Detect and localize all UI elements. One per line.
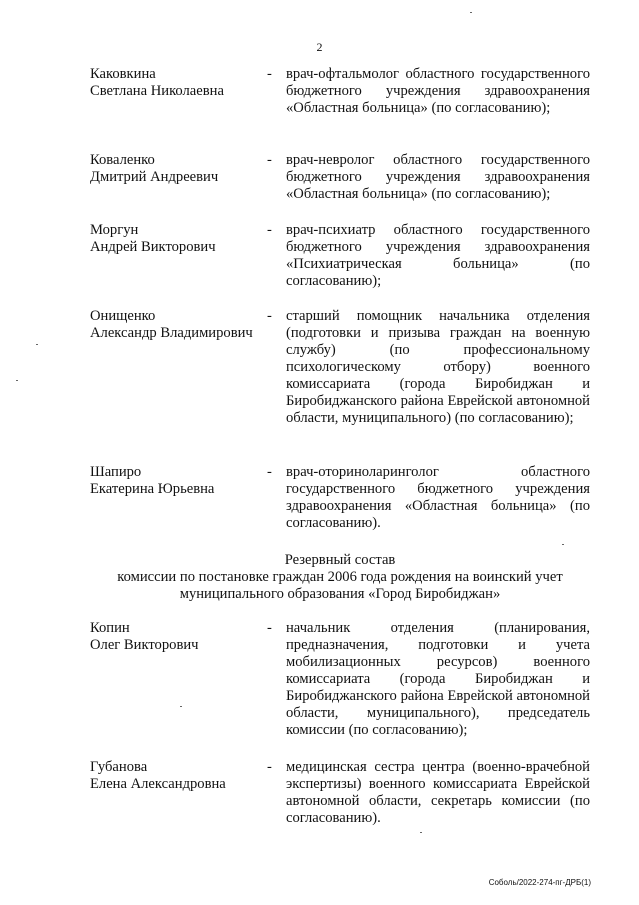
member-given-names: Екатерина Юрьевна [90,481,215,497]
member-surname: Каковкина [90,66,156,82]
scan-speck [180,706,182,707]
member-role: медицинская сестра центра (военно-врачебной экспертизы) военного комиссариата Еврейской автономной области, секретарь комиссии (по согласованию). [286,759,590,826]
member-name [90,152,270,186]
member-surname: Губанова [90,759,148,775]
dash-separator: - [267,152,272,168]
page-number: 2 [316,40,323,54]
dash-separator: - [267,222,272,238]
scan-speck [36,344,38,345]
member-surname: Коваленко [90,152,155,168]
member-role: врач-психиатр областного государственного бюджетного учреждения здравоохранения «Психиатрическая больница» (по согласованию); [286,222,590,289]
member-role: старший помощник начальника отделения (подготовки и призыва граждан на военную службу) (по профессиональному психологическому отбору) военного комиссариата (города Биробиджан и Биробиджанского района Еврейской автономной области, муниципального) (по согласованию); [286,308,590,426]
member-given-names: Александр Владимирович [90,325,253,341]
dash-separator: - [267,66,272,82]
member-name [90,620,270,654]
member-name [90,759,270,793]
dash-separator: - [267,759,272,775]
dash-separator: - [267,464,272,480]
scan-speck [16,380,18,381]
member-role: начальник отделения (планирования, предназначения, подготовки и учета мобилизационных ресурсов) военного комиссариата (города Биробиджан и Биробиджанского района Еврейской автономной области, муниципального), председатель комиссии (по согласованию); [286,620,590,738]
reserve-heading-subtitle: муниципального образования «Город Биробиджан» [179,586,501,602]
document-reference-footer: Соболь/2022-274-пг-ДРБ(1) [488,878,591,887]
member-given-names: Андрей Викторович [90,239,216,255]
member-given-names: Елена Александровна [90,776,226,792]
member-surname: Моргун [90,222,139,238]
member-role: врач-оториноларинголог областного государственного бюджетного учреждения здравоохранения «Областная больница» (по согласованию). [286,464,590,531]
member-surname: Онищенко [90,308,156,324]
member-given-names: Олег Викторович [90,637,199,653]
member-role: врач-невролог областного государственного бюджетного учреждения здравоохранения «Областная больница» (по согласованию); [286,152,590,202]
member-given-names: Светлана Николаевна [90,83,224,99]
member-surname: Копин [90,620,130,636]
reserve-heading-subtitle: комиссии по постановке граждан 2006 года рождения на воинский учет [117,569,563,585]
dash-separator: - [267,620,272,636]
dash-separator: - [267,308,272,324]
member-surname: Шапиро [90,464,142,480]
reserve-heading-title: Резервный состав [284,552,396,568]
member-name [90,308,270,342]
member-given-names: Дмитрий Андреевич [90,169,219,185]
scan-speck [562,544,564,545]
reserve-heading [60,552,620,603]
scan-speck [470,12,472,13]
member-name [90,464,270,498]
member-name [90,222,270,256]
scan-speck [420,832,422,833]
member-name [90,66,270,100]
member-role: врач-офтальмолог областного государственного бюджетного учреждения здравоохранения «Областная больница» (по согласованию); [286,66,590,116]
